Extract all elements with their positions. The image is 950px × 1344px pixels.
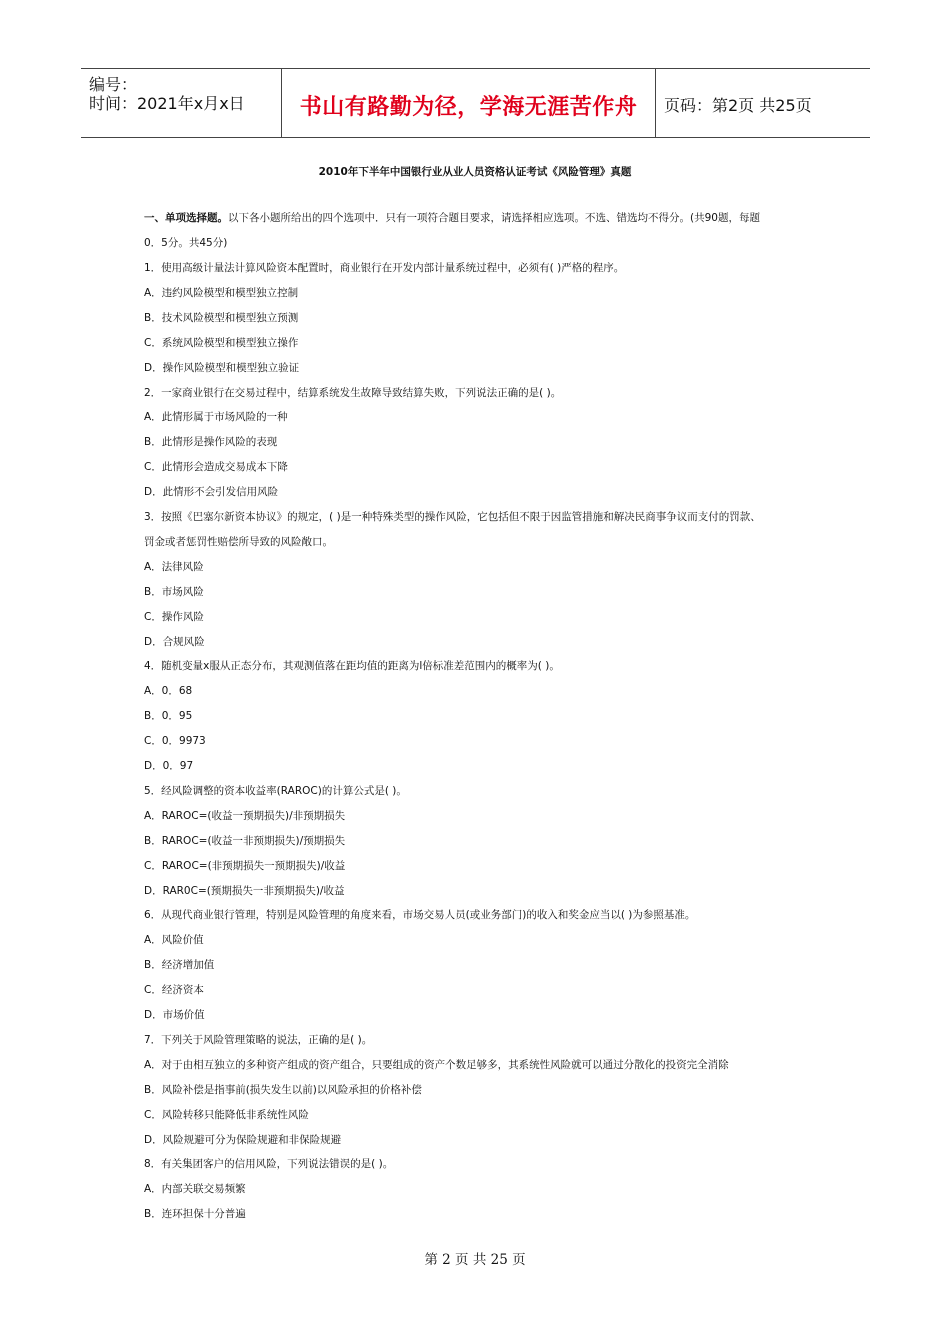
section-heading: 一、单项选择题。 [144, 212, 228, 224]
question-stem: 3．按照《巴塞尔新资本协议》的规定，( )是一种特殊类型的操作风险，它包括但不限于因监管措施和解决民商事争议而支付的罚款、 [144, 511, 761, 523]
answer-option: D．风险规避可分为保险规避和非保险规避 [144, 1133, 342, 1146]
answer-option: D．操作风险模型和模型独立验证 [144, 361, 300, 374]
header-table [81, 68, 870, 138]
section-intro [144, 210, 760, 225]
answer-option: A．违约风险模型和模型独立控制 [144, 286, 299, 299]
answer-option: B．RAROC=(收益一非预期损失)/预期损失 [144, 834, 346, 847]
answer-option: A．0．68 [144, 685, 193, 698]
section-intro-continued: 0．5分。共45分) [144, 237, 228, 249]
section-intro-text: 以下各小题所给出的四个选项中．只有一项符合题目要求，请选择相应选项。不选、错选均不得分。(共90题，每题 [228, 212, 760, 224]
question-stem: 4．随机变量x服从正态分布，其观测值落在距均值的距离为l倍标准差范围内的概率为( )。 [144, 660, 560, 673]
question-stem: 8．有关集团客户的信用风险，下列说法错误的是( )。 [144, 1158, 394, 1171]
question-stem: 1．使用高级计量法计算风险资本配置时，商业银行在开发内部计量系统过程中，必须有( )严格的程序。 [144, 262, 625, 274]
answer-option: B．0．95 [144, 710, 193, 723]
header-info-cell [81, 69, 281, 137]
answer-option: A．RAROC=(收益一预期损失)/非预期损失 [144, 809, 346, 822]
answer-option: A．风险价值 [144, 934, 204, 947]
header-motto-cell [281, 69, 656, 137]
answer-option: A．内部关联交易频繁 [144, 1183, 246, 1196]
answer-option: D．市场价值 [144, 1009, 205, 1021]
answer-option: C．此情形会造成交易成本下降 [144, 461, 288, 474]
answer-option: B．市场风险 [144, 585, 204, 598]
answer-option: B．经济增加值 [144, 959, 215, 972]
answer-option: B．技术风险模型和模型独立预测 [144, 311, 299, 324]
answer-option: C．0．9973 [144, 735, 206, 748]
question-stem: 罚金或者惩罚性赔偿所导致的风险敞口。 [144, 535, 333, 548]
question-stem: 2．一家商业银行在交易过程中，结算系统发生故障导致结算失败，下列说法正确的是( )。 [144, 386, 562, 399]
answer-option: C．操作风险 [144, 610, 204, 623]
page-info: 页码：第2页 共25页 [664, 96, 812, 115]
answer-option: A．此情形属于市场风险的一种 [144, 411, 288, 424]
answer-option: D．此情形不会引发信用风险 [144, 486, 279, 499]
answer-option: B．风险补偿是指事前(损失发生以前)以风险承担的价格补偿 [144, 1083, 422, 1096]
question-stem: 7．下列关于风险管理策略的说法，正确的是( )。 [144, 1033, 373, 1046]
answer-option: D．合规风险 [144, 635, 205, 648]
date-label: 时间：2021年x月x日 [89, 94, 245, 113]
document-title: 2010年下半年中国银行业从业人员资格认证考试《风险管理》真题 [318, 166, 632, 178]
answer-option: D．RAR0C=(预期损失一非预期损失)/收益 [144, 884, 345, 897]
answer-option: C．经济资本 [144, 984, 204, 997]
answer-option: C．系统风险模型和模型独立操作 [144, 336, 299, 349]
answer-option: B．连环担保十分普遍 [144, 1208, 246, 1221]
answer-option: C．RAROC=(非预期损失一预期损失)/收益 [144, 859, 346, 872]
motto-text: 书山有路勤为径，学海无涯苦作舟 [299, 94, 638, 120]
answer-option: A．法律风险 [144, 560, 204, 573]
answer-option: B．此情形是操作风险的表现 [144, 436, 278, 449]
answer-option: C．风险转移只能降低非系统性风险 [144, 1108, 309, 1121]
question-stem: 5．经风险调整的资本收益率(RAROC)的计算公式是( )。 [144, 784, 407, 797]
page-footer: 第 2 页 共 25 页 [424, 1252, 526, 1268]
header-page-cell [655, 69, 870, 137]
answer-option: A．对于由相互独立的多种资产组成的资产组合，只要组成的资产个数足够多，其系统性风险就可以通过分散化的投资完全消除 [144, 1058, 729, 1071]
answer-option: D．0．97 [144, 760, 194, 772]
number-label: 编号： [89, 75, 138, 94]
question-stem: 6．从现代商业银行管理，特别是风险管理的角度来看，市场交易人员(或业务部门)的收入和奖金应当以( )为参照基准。 [144, 909, 696, 922]
